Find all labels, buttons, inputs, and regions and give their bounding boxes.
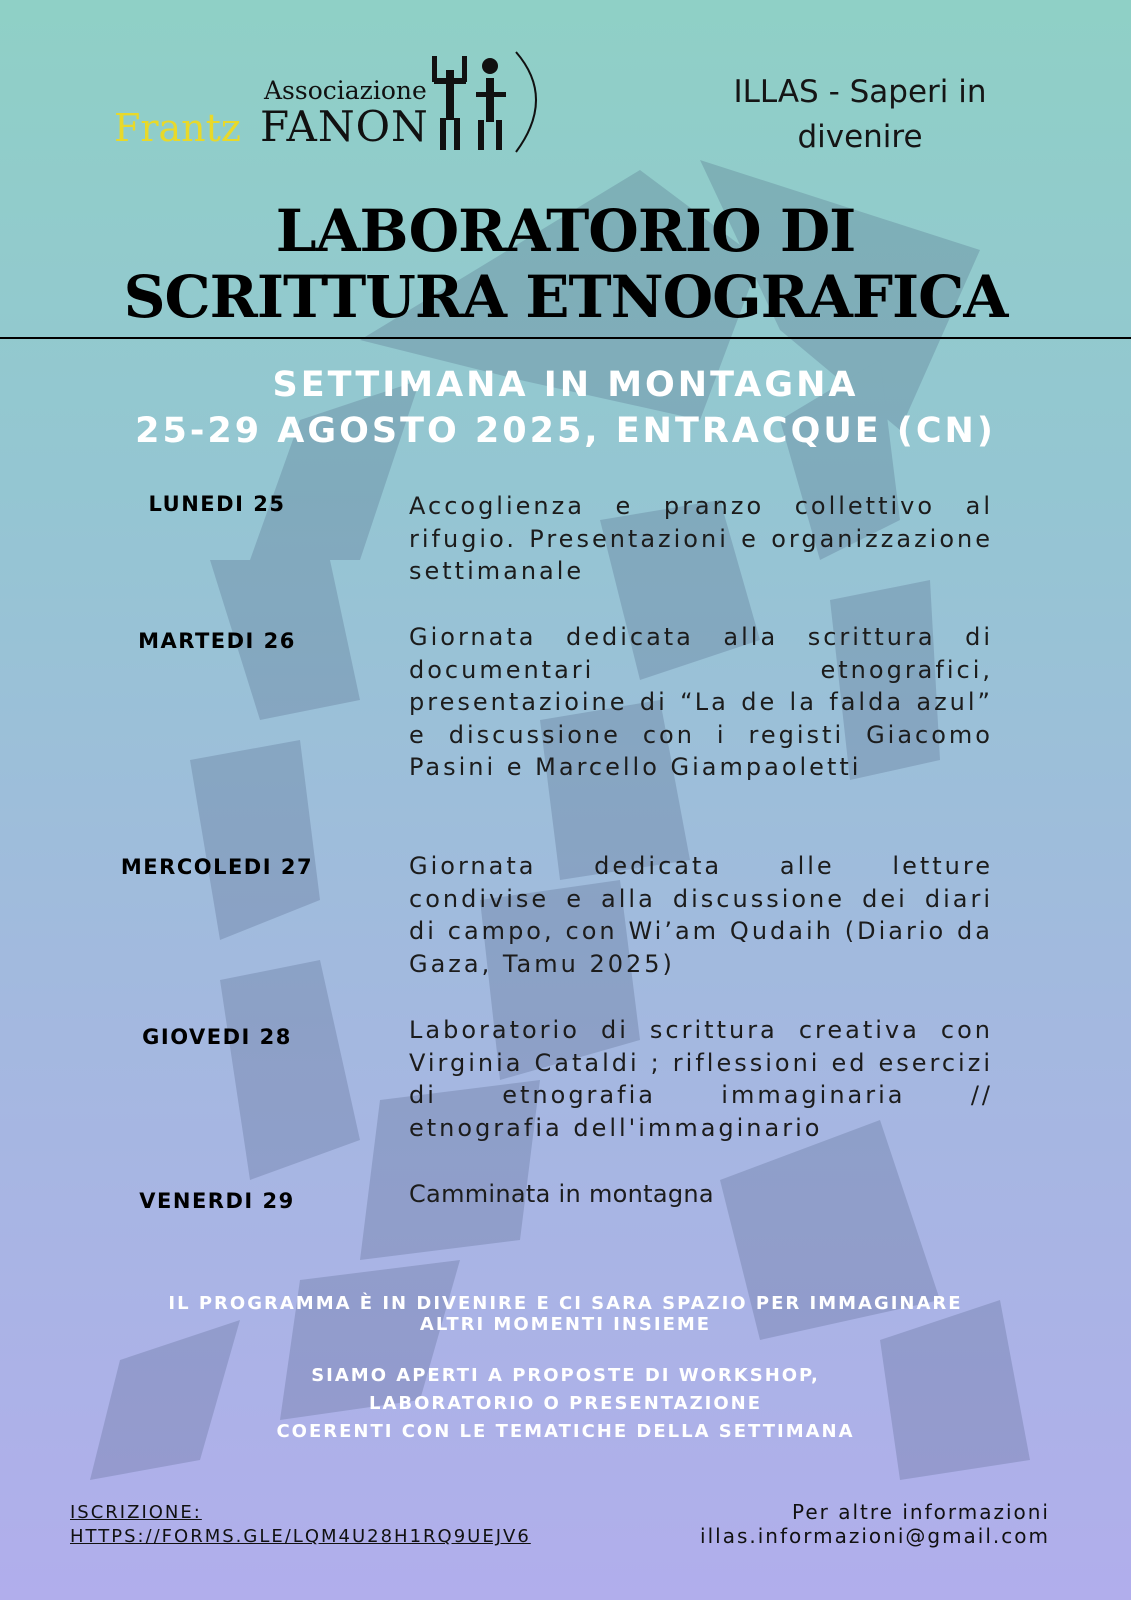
schedule-day: LUNEDI 25 bbox=[148, 492, 286, 516]
proposals-note-line-1: SIAMO APERTI A PROPOSTE DI WORKSHOP, bbox=[311, 1365, 820, 1386]
header-divider bbox=[0, 337, 1131, 339]
subtitle-line-1: SETTIMANA IN MONTAGNA bbox=[272, 365, 859, 405]
schedule-description: Giornata dedicata alle letture condivise e alla discussione dei diari di campo, con Wi’am Qudaih (Diario da Gaza, Tamu 2025) bbox=[409, 852, 993, 978]
proposals-note-line-3: COERENTI CON LE TEMATICHE DELLA SETTIMANA bbox=[276, 1421, 855, 1442]
subtitle-line-2: 25-29 AGOSTO 2025, ENTRACQUE (CN) bbox=[135, 411, 996, 451]
schedule-day: GIOVEDI 28 bbox=[142, 1025, 292, 1049]
schedule-description: Camminata in montagna bbox=[409, 1180, 714, 1208]
contact-label: Per altre informazioni bbox=[792, 1500, 1050, 1524]
schedule-description: Accoglienza e pranzo collettivo al rifugio. Presentazioni e organizzazione settimanale bbox=[409, 492, 993, 585]
schedule-description: Laboratorio di scrittura creativa con Virginia Cataldi ; riflessioni ed esercizi di etnografia immaginaria // etnografia dell'immaginario bbox=[409, 1016, 993, 1142]
registration-label[interactable]: ISCRIZIONE: bbox=[70, 1502, 202, 1523]
schedule-day: VENERDI 29 bbox=[139, 1189, 295, 1213]
logo-frantz-text: Frantz bbox=[114, 106, 241, 150]
logo-association-text: Associazione bbox=[264, 76, 427, 105]
logo-figures-icon bbox=[428, 48, 558, 156]
title-line-2: SCRITTURA ETNOGRAFICA bbox=[123, 263, 1008, 331]
event-subtitle bbox=[0, 362, 1131, 454]
schedule-day: MARTEDI 26 bbox=[138, 629, 296, 653]
registration-link[interactable] bbox=[70, 1501, 531, 1549]
proposals-note bbox=[0, 1362, 1131, 1446]
association-logo bbox=[112, 48, 552, 156]
program-note-line-2: ALTRI MOMENTI INSIEME bbox=[419, 1314, 712, 1335]
schedule-day: MERCOLEDI 27 bbox=[120, 855, 314, 879]
contact-info bbox=[640, 1500, 1050, 1548]
registration-url[interactable]: HTTPS://FORMS.GLE/LQM4U28H1RQ9UEJV6 bbox=[70, 1526, 531, 1547]
title-line-1: LABORATORIO DI bbox=[275, 197, 856, 265]
org-name: ILLAS - Saperi in divenire bbox=[733, 74, 987, 155]
proposals-note-line-2: LABORATORIO O PRESENTAZIONE bbox=[369, 1393, 762, 1414]
program-note bbox=[0, 1293, 1131, 1335]
contact-email[interactable]: illas.informazioni@gmail.com bbox=[700, 1524, 1050, 1548]
schedule-description: Giornata dedicata alla scrittura di documentari etnografici, presentazioine di “La de la falda azul” e discussione con i registi Giacomo Pasini e Marcello Giampaoletti bbox=[409, 623, 993, 781]
page-title bbox=[0, 198, 1131, 330]
program-note-line-1: IL PROGRAMMA È IN DIVENIRE E CI SARA SPAZIO PER IMMAGINARE bbox=[168, 1293, 963, 1314]
logo-fanon-text: FANON bbox=[260, 102, 429, 151]
